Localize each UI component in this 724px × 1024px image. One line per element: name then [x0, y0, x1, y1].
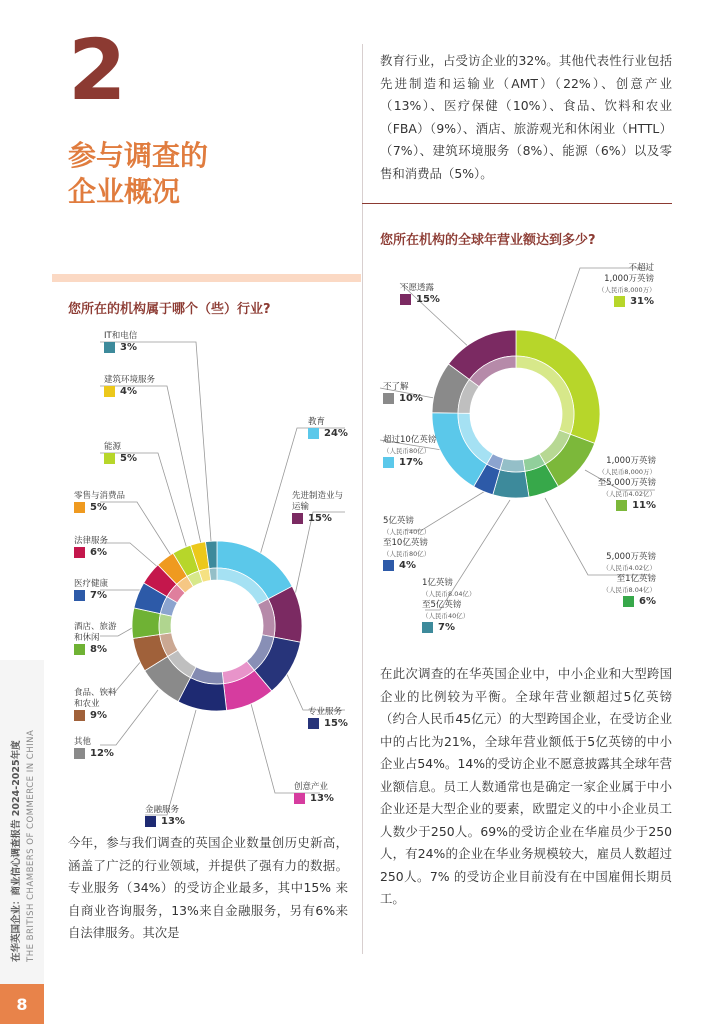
section-title-line1: 参与调查的	[68, 139, 209, 172]
sidebar-title-cn: 在华英国企业：商业信心调查报告 2024-2025年度	[11, 740, 22, 962]
label-build: 建筑环境服务 4%	[104, 375, 156, 397]
label-energy: 能源 5%	[104, 442, 137, 464]
intro-paragraph-continued: 教育行业，占受访企业的32%。其他代表性行业包括先进制造和运输业（AMT）（22%）、创意产业（13%）、医疗保健（10%）、食品、饮料和农业（FBA）（9%）、酒店、旅游观光和休闲业（HTTL）（7%）、建筑环境服务（8%）、能源（6%）以及零售和消费品（5%）。	[380, 53, 672, 181]
label-it: IT和电信 3%	[104, 331, 138, 353]
sidebar-title-en: THE BRITISH CHAMBERS OF COMMERCE IN CHINA	[26, 729, 36, 962]
label-t4: 1亿英镑 （人民币8.04亿） 至5亿英镑 （人民币40亿） 7%	[422, 578, 476, 633]
label-amt: 先进制造业与 运输 15%	[292, 491, 344, 524]
section-number: 2	[68, 21, 127, 119]
label-other: 其他 12%	[74, 737, 114, 759]
label-t6: 超过10亿英镑 （人民币80亿） 17%	[383, 435, 437, 468]
turnover-chart-title: 您所在机构的全球年营业额达到多少?	[380, 233, 596, 248]
label-prof: 专业服务 15%	[308, 707, 348, 729]
label-hotel: 酒店、旅游 和休闲 8%	[74, 622, 117, 655]
turnover-paragraph: 在此次调查的在华英国企业中，中小企业和大型跨国企业的比例较为平衡。全球年营业额超过5亿英镑（约合人民币45亿元）的大型跨国企业，在受访企业中的占比为21%，全球年营业额低于5亿英镑的中小企业占54%。14%的受访企业不愿意披露其全球年营业额信息。员工人数通常也是确定一家企业属于中小企业还是大型企业的要素，欧盟定义的中小企业员工人数少于250人。69%的受访企业在华雇员少于250人，有24%的企业在华业务规模较大，雇员人数超过250人。7% 的受访企业目前没有在中国雇佣长期员工。	[380, 666, 672, 906]
label-creative: 创意产业 13%	[294, 782, 334, 804]
turnover-slice-inner-3	[500, 458, 525, 472]
sidebar-vertical-title	[0, 660, 44, 980]
label-t8: 不愿透露 15%	[400, 283, 440, 305]
label-legal: 法律服务 6%	[74, 536, 109, 558]
label-t2: 1,000万英镑 （人民币8,000万） 至5,000万英镑 （人民币4.02亿） 11%	[597, 456, 656, 511]
label-t7: 不了解 10%	[383, 382, 423, 404]
page-number: 8	[0, 984, 44, 1024]
industry-chart-title: 您所在的机构属于哪个（些）行业?	[68, 302, 271, 317]
label-t1: 不超过 1,000万英镑 （人民币8,000万） 31%	[598, 263, 656, 307]
label-health: 医疗健康 7%	[74, 579, 109, 601]
label-edu: 教育 24%	[308, 417, 348, 439]
label-retail: 零售与消费品 5%	[74, 491, 126, 513]
label-t5: 5亿英镑 （人民币40亿） 至10亿英镑 （人民币80亿） 4%	[383, 516, 431, 571]
section-title-line2: 企业概况	[68, 175, 181, 208]
label-food: 食品、饮料 和农业 9%	[74, 688, 117, 721]
industry-paragraph: 今年，参与我们调查的英国企业数量创历史新高，涵盖了广泛的行业领域，并提供了强有力的数据。专业服务（34%）的受访企业最多，其中15% 来自商业咨询服务，13%来自金融服务，另有6%来自法律服务。其次是	[68, 835, 348, 940]
label-t3: 5,000万英镑 （人民币4.02亿） 至1亿英镑 （人民币8.04亿） 6%	[602, 552, 656, 607]
label-finance: 金融服务 13%	[145, 805, 185, 827]
turnover-ring	[432, 330, 600, 498]
